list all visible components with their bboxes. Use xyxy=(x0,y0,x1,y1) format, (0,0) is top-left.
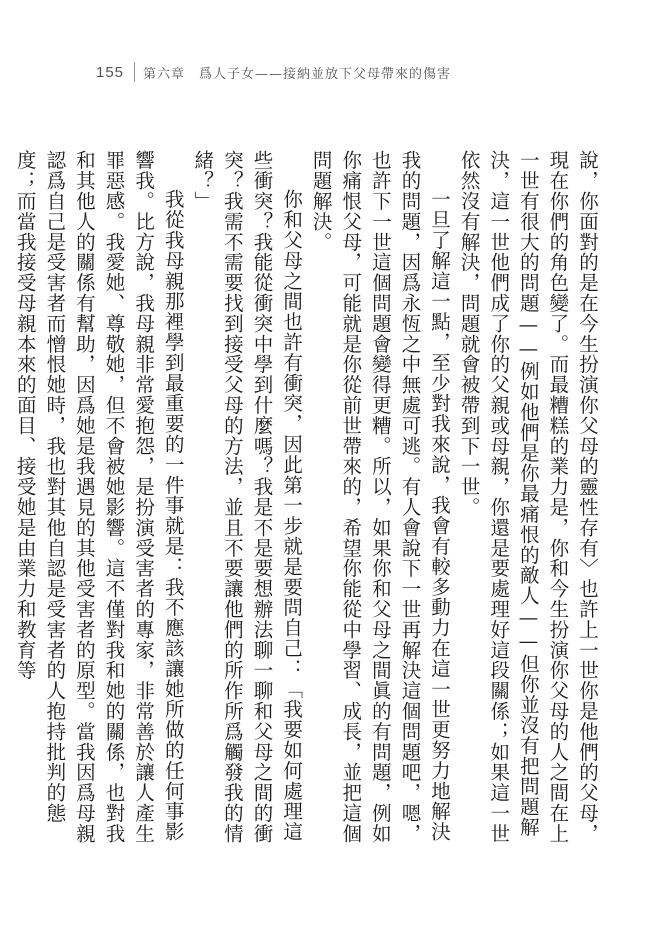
header-divider xyxy=(134,62,135,82)
paragraph: 你和父母之間也許有衝突，因此第一步就是要問自己：「我要如何處理這些衝突？我能從衝突中學到什麼嗎？我是不是要想辦法聊一聊和父母之間的衝突？我需不需要找到接受父母的方法，並且不要讓他們的所作所爲觸發我的情緒？」 xyxy=(191,150,304,844)
page-number: 155 xyxy=(96,63,125,81)
paragraph: 說，你面對的是在今生扮演你父母的靈性存有〉也許上一世你是他們的父母，現在你們的角色變了。而最糟糕的業力是，你和今生扮演你父母的人之間在上一世有很大的問題——例如他們是你最痛恨的敵人——但你並沒有把問題解決，這一世他們成了你的父親或母親，你還是要處理好這段關係；如果這一世依然沒有解決，問題就會被帶到下一世。 xyxy=(457,150,599,844)
paragraph: 我從我母親那裡學到最重要的一件事就是：我不應該讓她所做的任何事影響我。比方說，我母親非常愛抱怨，是扮演受害者的專家，非常善於讓人產生罪惡感。我愛她、尊敬她，但不會被她影響。這不僅對我和她的關係，也對我和其他人的關係有幫助，因爲她是我遇見的其他受害者的原型。當我因爲母親認爲自己是受害者而憎恨她時，我也對其他自認是受害者的人抱持批判的態度；而當我接受母親本來的面目、接受她是由業力和教育等 xyxy=(13,150,185,844)
paragraph: 一旦了解這一點，至少對我來說，我會有較多動力在這一世更努力地解決我的問題，因爲永恆之中無處可逃。有人會說下一世再解決這個問題吧，嗯，也許下一世這個問題會變得更糟。所以，如果你和父母之間眞的有問題，例如你痛恨父母，可能就是你從前世帶來的，希望你能從中學習、成長，並把這個問題解決。 xyxy=(309,150,452,844)
vertical-body-text xyxy=(13,150,602,860)
running-header xyxy=(96,60,451,84)
chapter-title: 第六章 爲人子女——接納並放下父母帶來的傷害 xyxy=(143,66,452,82)
